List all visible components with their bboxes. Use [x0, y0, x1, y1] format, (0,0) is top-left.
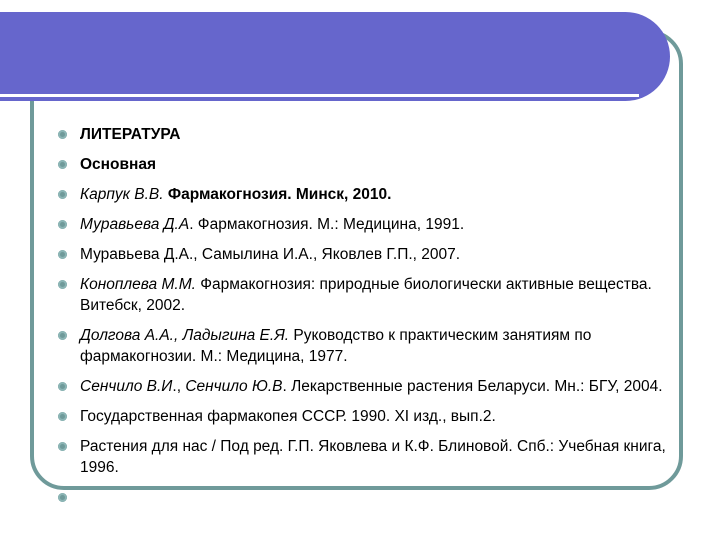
item-text: Сенчило В.И [80, 378, 173, 395]
item-text: ЛИТЕРАТУРА [80, 126, 181, 143]
item-text: . Фармакогнозия. М.: Медицина, 1991. [189, 216, 465, 233]
list-item [58, 124, 678, 145]
item-text: Фармакогнозия: природные биологически активные вещества. Витебск, 2002. [80, 276, 652, 314]
bullet-icon [58, 160, 67, 169]
item-text: Долгова А.А., Ладыгина Е.Я. [80, 327, 290, 344]
item-text: Муравьева Д.А [80, 216, 190, 233]
bullet-icon [58, 412, 67, 421]
bullet-icon [58, 190, 67, 199]
item-text: Карпук В.В. [80, 186, 168, 203]
item-text: Муравьева Д.А., Самылина И.А., Яковлев Г.П., 2007. [80, 246, 461, 263]
item-text: Фармакогнозия. Минск, 2010. [167, 186, 392, 203]
bullet-icon [58, 493, 67, 502]
list-item [58, 214, 678, 235]
list-item [58, 376, 678, 397]
list-item [58, 325, 678, 367]
item-text: Сенчило Ю.В [185, 378, 283, 395]
bullet-icon [58, 220, 67, 229]
list-item [58, 244, 678, 265]
item-text: . Лекарственные растения Беларуси. Мн.: БГУ, 2004. [282, 378, 663, 395]
bullet-icon [58, 442, 67, 451]
bullet-icon [58, 250, 67, 259]
list-item [58, 154, 678, 175]
bullet-icon [58, 382, 67, 391]
item-text: Коноплева М.М. [80, 276, 196, 293]
list-item [58, 184, 678, 205]
bullet-icon [58, 280, 67, 289]
list-item [58, 406, 678, 427]
item-text: Государственная фармакопея СССР. 1990. XI изд., вып.2. [80, 408, 496, 425]
item-text: Руководство к практическим занятиям по фармакогнозии. М.: Медицина, 1977. [80, 327, 592, 365]
title-banner [0, 12, 670, 101]
banner-divider [0, 94, 639, 97]
item-text: Основная [80, 156, 157, 173]
item-text: ., [172, 378, 186, 395]
bibliography-list [58, 124, 678, 487]
list-item [58, 274, 678, 316]
bullet-icon [58, 331, 67, 340]
bullet-icon [58, 130, 67, 139]
item-text: Растения для нас / Под ред. Г.П. Яковлева и К.Ф. Блиновой. Спб.: Учебная книга, 1996. [80, 438, 666, 476]
list-item [58, 436, 678, 478]
